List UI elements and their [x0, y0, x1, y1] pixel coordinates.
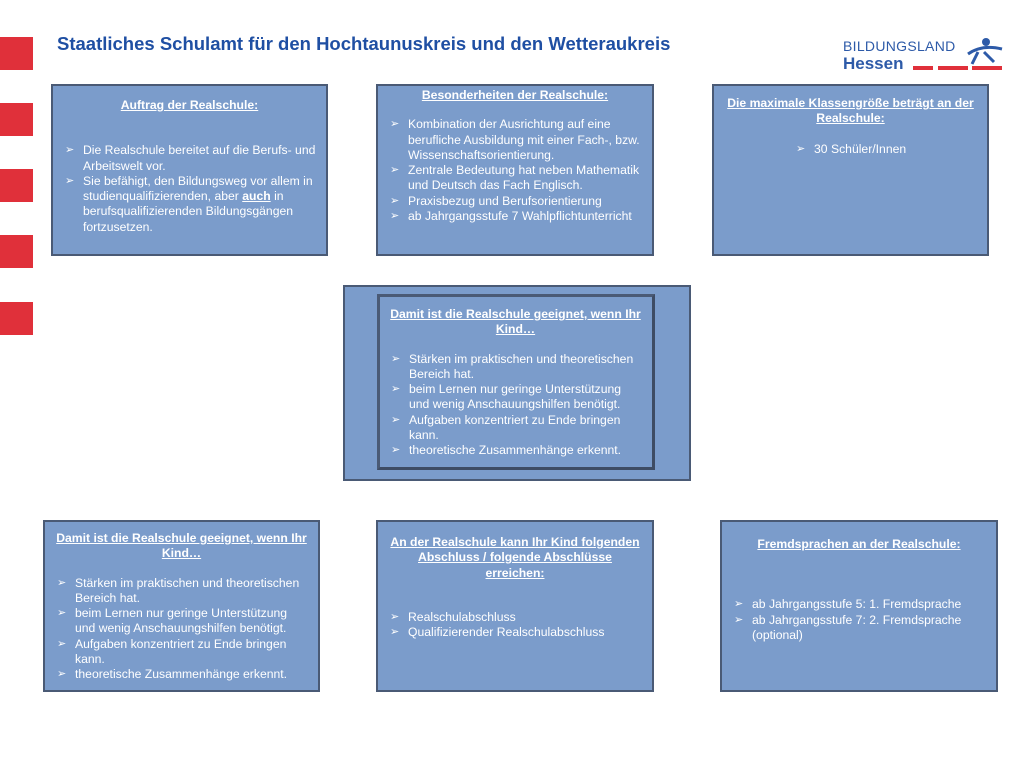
red-accent-bar-2	[0, 103, 33, 136]
box-abschluss-list	[388, 610, 642, 641]
box-abschluss-heading: An der Realschule kann Ihr Kind folgenden Abschluss / folgende Abschlüsse erreichen:	[390, 535, 640, 580]
logo-line-1: BILDUNGSLAND	[843, 38, 956, 54]
box-besonderheiten-heading: Besonderheiten der Realschule:	[421, 88, 609, 102]
list-item: ➢ beim Lernen nur geringe Unterstützung und wenig Anschauungshilfen benötigt.	[389, 382, 642, 413]
list-item: ➢ ab Jahrgangsstufe 5: 1. Fremdsprache	[732, 597, 986, 612]
box-besonderheiten	[376, 84, 654, 256]
box-klassengroesse-heading: Die maximale Klassengröße beträgt an der Realschule:	[727, 96, 974, 126]
red-accent-bar-1	[0, 37, 33, 70]
list-item: ➢ Stärken im praktischen und theoretischen Bereich hat.	[389, 352, 642, 383]
list-item: ➢ Qualifizierender Realschulabschluss	[388, 625, 642, 640]
box-fremdsprachen-heading: Fremdsprachen an der Realschule:	[757, 537, 961, 551]
box-geeignet-heading: Damit ist die Realschule geeignet, wenn Ihr Kind…	[56, 531, 307, 561]
list-item: ➢ Stärken im praktischen und theoretischen Bereich hat.	[55, 576, 308, 607]
list-item: ➢ Aufgaben konzentriert zu Ende bringen kann.	[55, 637, 308, 668]
list-item: ➢ 30 Schüler/Innen	[794, 142, 977, 157]
red-accent-bar-3	[0, 169, 33, 202]
box-abschluss	[376, 520, 654, 692]
list-item: ➢ Realschulabschluss	[388, 610, 642, 625]
center-box-geeignet	[377, 294, 655, 470]
list-item: ➢ theoretische Zusammenhänge erkennt.	[55, 667, 308, 682]
list-item: ➢ ab Jahrgangsstufe 7 Wahlpflichtunterricht	[388, 209, 642, 224]
red-accent-bar-5	[0, 302, 33, 335]
box-geeignet-list	[55, 576, 308, 683]
page-title: Staatliches Schulamt für den Hochtaunuskreis und den Wetteraukreis	[57, 33, 671, 54]
list-item-text: Sie befähigt, den Bildungsweg vor allem in studienqualifizierenden, aber	[83, 173, 313, 204]
box-auftrag-list	[63, 143, 316, 235]
list-item: ➢ ab Jahrgangsstufe 7: 2. Fremdsprache (optional)	[732, 613, 986, 644]
list-item: ➢ beim Lernen nur geringe Unterstützung und wenig Anschauungshilfen benötigt.	[55, 606, 308, 637]
center-box-heading: Damit ist die Realschule geeignet, wenn Ihr Kind…	[390, 307, 641, 337]
box-fremdsprachen	[720, 520, 998, 692]
list-item: ➢ Praxisbezug und Berufsorientierung	[388, 194, 642, 209]
box-klassengroesse-list	[724, 142, 977, 157]
box-auftrag	[51, 84, 328, 256]
emphasis-text: auch	[242, 189, 271, 204]
list-item: ➢ Kombination der Ausrichtung auf eine berufliche Ausbildung mit einer Fach-, bzw. Wissenschaftsorientierung.	[388, 117, 642, 163]
red-accent-bar-4	[0, 235, 33, 268]
list-item: ➢ theoretische Zusammenhänge erkennt.	[389, 443, 642, 458]
list-item: ➢ Aufgaben konzentriert zu Ende bringen kann.	[389, 413, 642, 444]
box-besonderheiten-list	[388, 117, 642, 224]
list-item: ➢ Die Realschule bereitet auf die Berufs- und Arbeitswelt vor.	[63, 143, 316, 174]
running-figure-icon	[908, 36, 1003, 72]
list-item	[63, 174, 316, 235]
bildungsland-hessen-logo	[843, 36, 1003, 76]
center-box-list	[389, 352, 642, 459]
box-geeignet	[43, 520, 320, 692]
logo-line-2: Hessen	[843, 54, 904, 73]
box-fremdsprachen-list	[732, 597, 986, 643]
box-auftrag-heading: Auftrag der Realschule:	[120, 98, 259, 112]
list-item-text: in berufsqualifizierenden Bildungsgängen fortzusetzen.	[83, 189, 294, 234]
list-item: ➢ Zentrale Bedeutung hat neben Mathematik und Deutsch das Fach Englisch.	[388, 163, 642, 194]
box-klassengroesse	[712, 84, 989, 256]
